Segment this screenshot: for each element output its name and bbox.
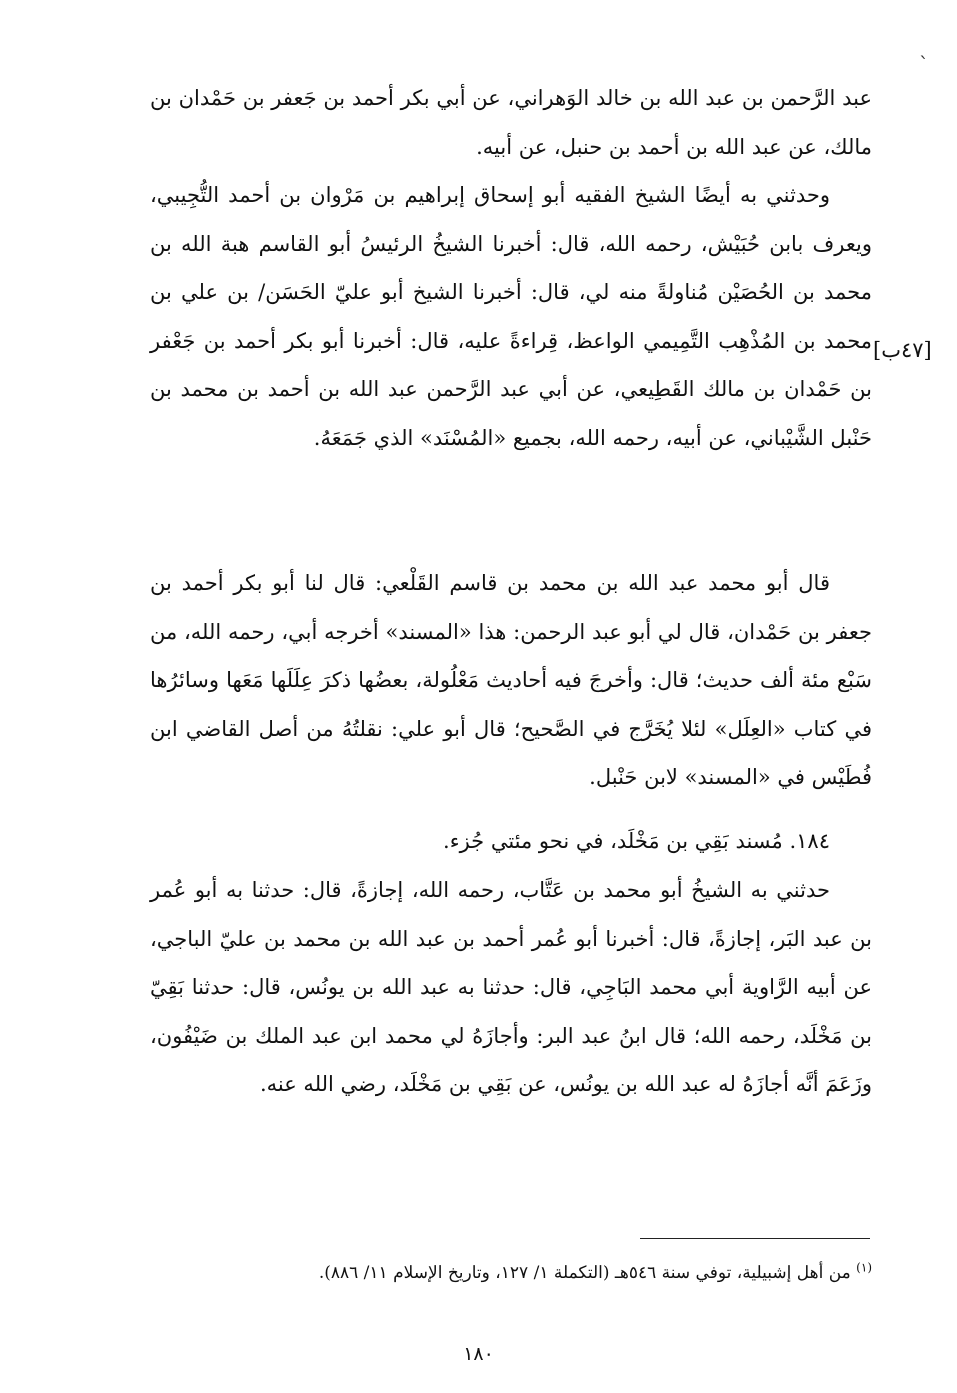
- paragraph-2: وحدثني به أيضًا الشيخ الفقيه أبو إسحاق إبراهيم بن مَرْوان بن أحمد التُّجِيبي، ويعرف بابن حُبَيْش، رحمه الله، قال: أخبرنا الشيخُ الرئيسُ أبو القاسم هبة الله بن محمد بن الحُصَيْن مُناولةً منه لي، قال: أخبرنا الشيخ أبو عليّ الحَسَن/ بن علي بن محمد بن المُذْهِب التَّمِيمي الواعظ، قِراءةً عليه، قال: أخبرنا أبو بكر أحمد بن جَعْفر بن حَمْدان بن مالك القَطِيعي، عن أبي عبد الرَّحمن عبد الله بن أحمد بن محمد بن حَنْبل الشَّيْباني، عن أبيه، رحمه الله، بجميع «المُسْنَد» الذي جَمَعَهُ.: [150, 183, 872, 450]
- paragraph-1: عبد الرَّحمن بن عبد الله بن خالد الوَهراني، عن أبي بكر أحمد بن جَعفر بن حَمْدان بن مالك، عن عبد الله بن أحمد بن حنبل، عن أبيه.: [150, 86, 872, 159]
- footnote-marker: (١): [856, 1260, 872, 1275]
- margin-folio-note: [٤٧ب]: [873, 338, 932, 362]
- page-number: ١٨٠: [463, 1343, 494, 1365]
- footnote-divider: [640, 1238, 870, 1239]
- corner-mark: `: [919, 52, 929, 76]
- footnote: [150, 1258, 872, 1288]
- entry-heading-184: ١٨٤. مُسند بَقِي بن مَخْلَد، في نحو مئتي جُزء.: [443, 829, 830, 853]
- paragraph-3: قال أبو محمد عبد الله بن محمد بن قاسم القَلْعي: قال لنا أبو بكر أحمد بن جعفر بن حَمْدان، قال لي أبو عبد الرحمن: هذا «المسند» أخرجه أبي، رحمه الله، من سَبْع مئة ألف حديث؛ قال: وأخرجَ فيه أحاديث مَعْلُولة، بعضُها ذكرَ عِلَلَها مَعَها وسائرُها في كتاب «العِلَل» لئلا يُخَرَّج في الصَّحيح؛ قال أبو علي: نقلتُهُ من أصل القاضي ابن فُطَيْس في «المسند» لابن حَنْبل.: [150, 571, 872, 789]
- paragraph-5: حدثني به الشيخُ أبو محمد بن عَتَّاب، رحمه الله، إجازةً، قال: حدثنا به أبو عُمر بن عبد البَر، إجازةً، قال: أخبرنا أبو عُمر أحمد بن عبد الله بن محمد بن عليّ الباجي، عن أبيه الرَّاوية أبي محمد البَاجِي، قال: حدثنا به عبد الله بن يونُس، قال: حدثنا بَقِيّ بن مَخْلَد، رحمه الله؛ قال ابنُ عبد البر: وأجازَهُ لي محمد ابن عبد الملك بن ضَيْفُون، وزَعَمَ أنَّه أجازَهُ له عبد الله بن يونُس، عن بَقِي بن مَخْلَد، رضي الله عنه.: [150, 878, 872, 1096]
- footnote-text: من أهل إشبيلية، توفي سنة ٥٤٦هـ (التكملة ١/ ١٢٧، وتاريخ الإسلام ١١/ ٨٨٦).: [318, 1263, 851, 1283]
